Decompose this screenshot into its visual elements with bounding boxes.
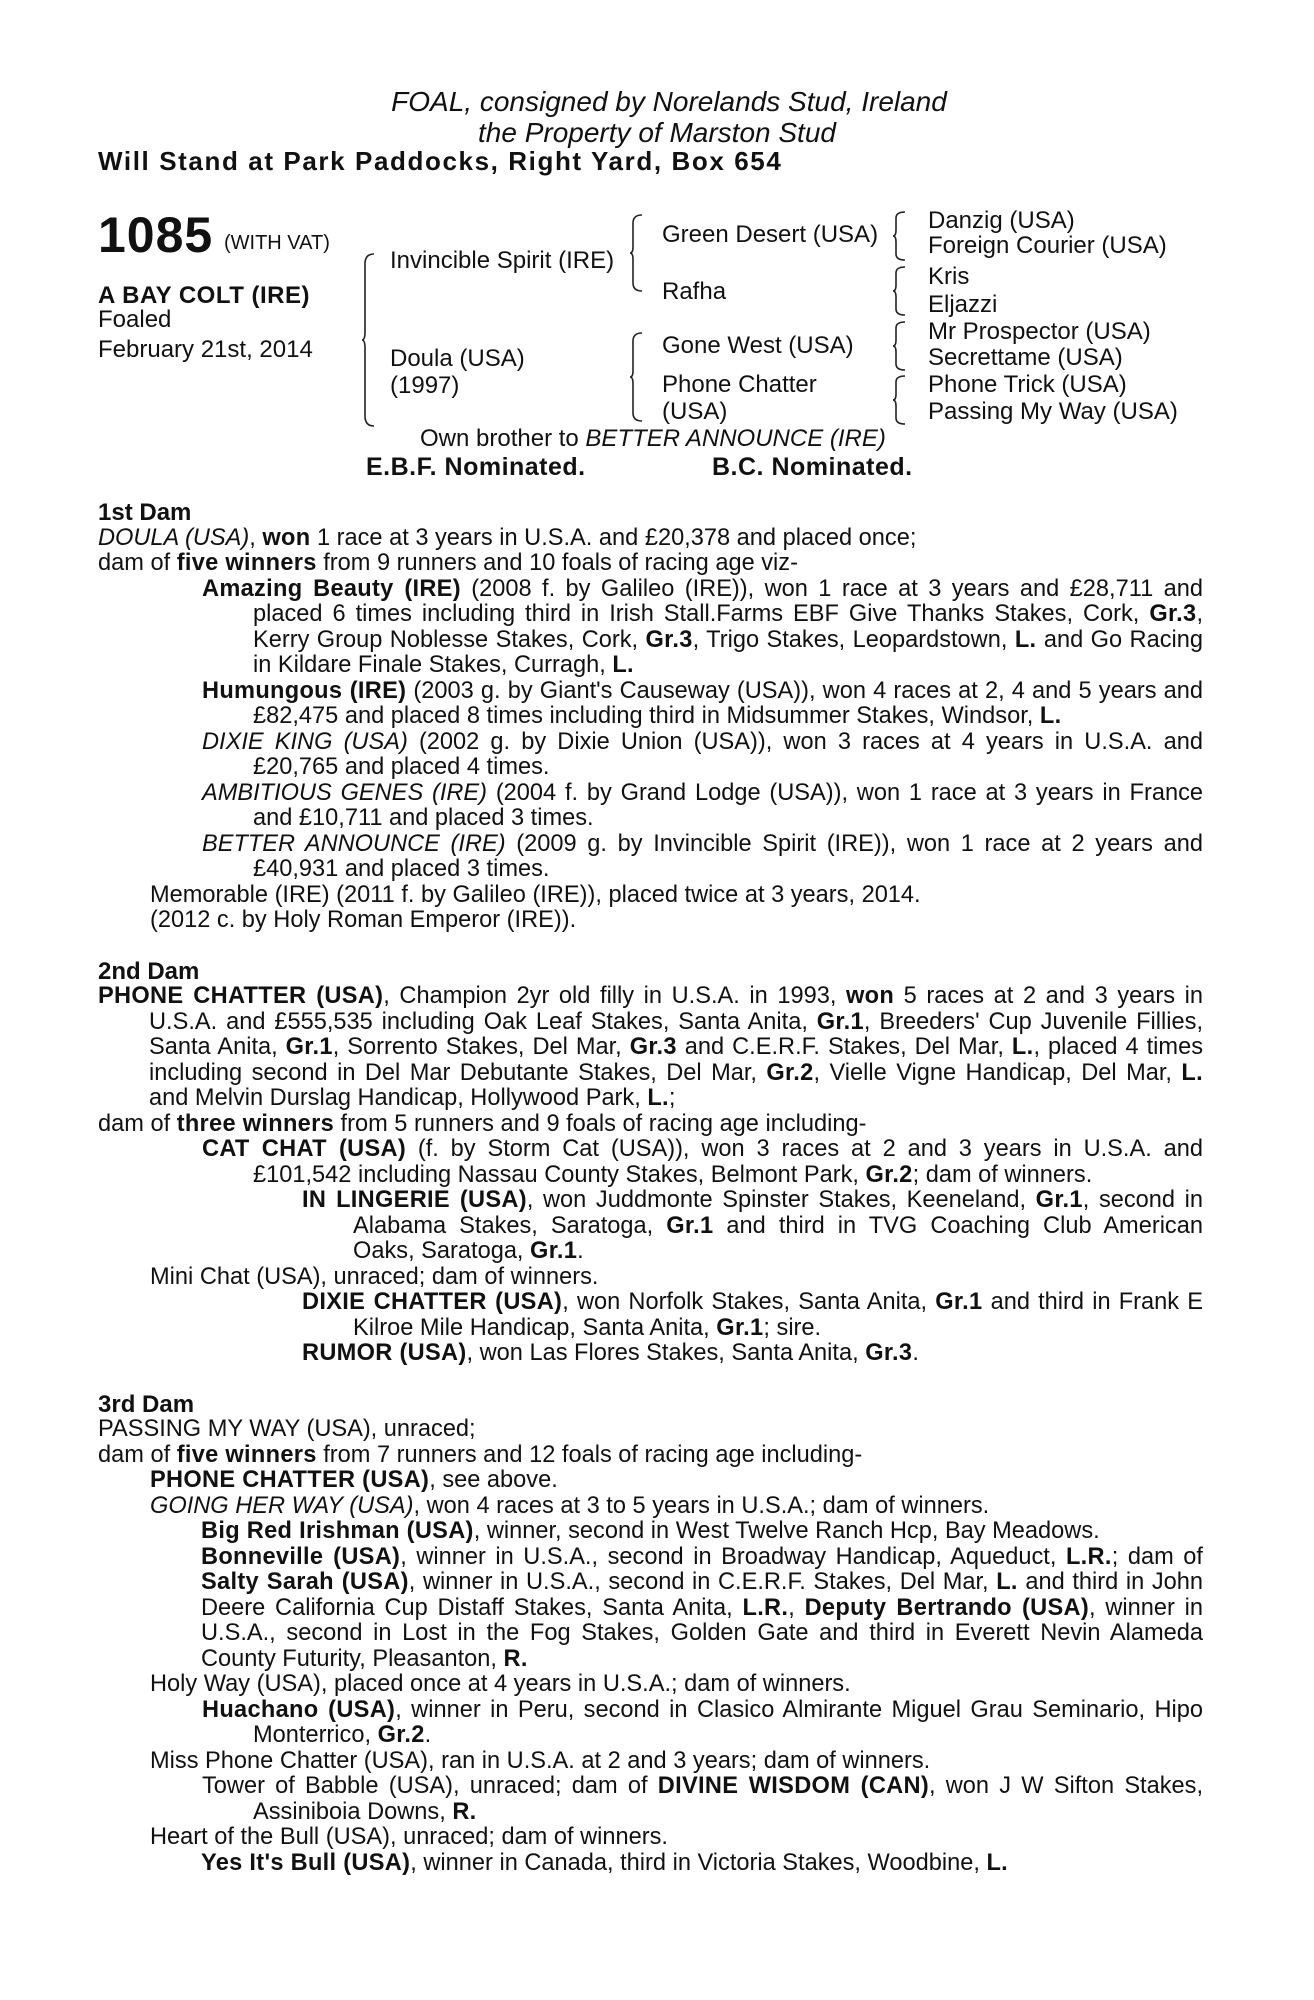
produce-entry: Tower of Babble (USA), unraced; dam of DIVINE WISDOM (CAN), won J W Sifton Stakes, Assiniboia Downs, R. bbox=[202, 1773, 1203, 1825]
pedigree-sd-dam: Eljazzi bbox=[928, 291, 998, 318]
produce-entry: GOING HER WAY (USA), won 4 races at 3 to 5 years in U.S.A.; dam of winners. bbox=[150, 1492, 990, 1519]
produce-entry: Amazing Beauty (IRE) (2008 f. by Galileo (IRE)), won 1 race at 3 years and £28,711 and placed 6 times including third in Irish Stall.Farms EBF Give Thanks Stakes, Cork, Gr.3, Kerry Group Noblesse Stakes, Cork, Gr.3, Trigo Stakes, Leopardstown, L. and Go Racing in Kildare Finale Stakes, Curragh, L. bbox=[202, 575, 1203, 678]
dam-line: PASSING MY WAY (USA), unraced; bbox=[98, 1416, 476, 1442]
third-dam-section bbox=[98, 1392, 1203, 1877]
lot-description: A BAY COLT (IRE) bbox=[98, 282, 311, 309]
produce-entry: Holy Way (USA), placed once at 4 years in U.S.A.; dam of winners. bbox=[150, 1671, 851, 1697]
pedigree-dam-year: (1997) bbox=[390, 372, 460, 399]
produce-entry: BETTER ANNOUNCE (IRE) (2009 g. by Invincible Spirit (IRE)), won 1 race at 2 years and £40,931 and placed 3 times. bbox=[202, 830, 1203, 882]
pedigree-brace-sire bbox=[630, 213, 644, 293]
produce-entry: Huachano (USA), winner in Peru, second in Clasico Almirante Miguel Grau Seminario, Hipo Monterrico, Gr.2. bbox=[202, 1696, 1203, 1748]
pedigree-dd-dam: Passing My Way (USA) bbox=[928, 398, 1178, 425]
pedigree-brace-dam bbox=[630, 331, 644, 423]
first-dam-section bbox=[98, 500, 1203, 934]
foaled-label: Foaled bbox=[98, 306, 172, 333]
pedigree-dam: Doula (USA) bbox=[390, 345, 525, 372]
produce-entry: RUMOR (USA), won Las Flores Stakes, Santa Anita, Gr.3. bbox=[302, 1340, 919, 1366]
pedigree-sire-dam: Rafha bbox=[662, 278, 727, 305]
pedigree-dd-sire: Phone Trick (USA) bbox=[928, 371, 1127, 398]
pedigree-brace-ss bbox=[893, 210, 907, 262]
pedigree-sire-sire: Green Desert (USA) bbox=[662, 221, 879, 248]
lot-number: 1085 bbox=[98, 207, 214, 263]
produce-entry: DIXIE CHATTER (USA), won Norfolk Stakes, Santa Anita, Gr.1 and third in Frank E Kilroe Mile Handicap, Santa Anita, Gr.1; sire. bbox=[302, 1289, 1203, 1341]
section-heading: 2nd Dam bbox=[98, 957, 200, 985]
produce-entry: (2012 c. by Holy Roman Emperor (IRE)). bbox=[150, 907, 577, 933]
property-line: the Property of Marston Stud bbox=[478, 117, 836, 148]
foaled-info bbox=[98, 305, 313, 365]
pedigree-ds-dam: Secrettame (USA) bbox=[928, 344, 1123, 371]
consignor-line: FOAL, consigned by Norelands Stud, Ireland bbox=[391, 86, 947, 117]
pedigree-dam-dam-country: (USA) bbox=[662, 398, 728, 425]
produce-entry: PHONE CHATTER (USA), see above. bbox=[150, 1467, 558, 1493]
second-dam-section bbox=[98, 959, 1203, 1367]
pedigree-brace-main bbox=[362, 252, 376, 428]
pedigree-ss-sire: Danzig (USA) bbox=[928, 207, 1075, 234]
pedigree-brace-sd bbox=[893, 265, 907, 317]
foaled-date: February 21st, 2014 bbox=[98, 336, 313, 363]
bc-nomination: B.C. Nominated. bbox=[712, 453, 913, 481]
vat-note: (WITH VAT) bbox=[224, 232, 330, 254]
pedigree-dam-dam: Phone Chatter bbox=[662, 371, 817, 398]
dam-produce-summary: dam of five winners from 9 runners and 10 foals of racing age viz- bbox=[98, 550, 798, 576]
pedigree-sd-sire: Kris bbox=[928, 263, 970, 290]
own-brother-note: Own brother to BETTER ANNOUNCE (IRE) bbox=[420, 425, 886, 452]
pedigree-ds-sire: Mr Prospector (USA) bbox=[928, 318, 1151, 345]
produce-entry: Humungous (IRE) (2003 g. by Giant's Causeway (USA)), won 4 races at 2, 4 and 5 years and £82,475 and placed 8 times including third in Midsummer Stakes, Windsor, L. bbox=[202, 677, 1203, 729]
dam-line: DOULA (USA), won 1 race at 3 years in U.S.A. and £20,378 and placed once; bbox=[98, 524, 917, 551]
produce-entry: Bonneville (USA), winner in U.S.A., second in Broadway Handicap, Aqueduct, L.R.; dam of Salty Sarah (USA), winner in U.S.A., second in C.E.R.F. Stakes, Del Mar, L. and third in John Deere California Cup Distaff Stakes, Santa Anita, L.R., Deputy Bertrando (USA), winner in U.S.A., second in Lost in the Fog Stakes, Golden Gate and third in Everett Nevin Alameda County Futurity, Pleasanton, R. bbox=[201, 1543, 1203, 1672]
own-brother-name: BETTER ANNOUNCE (IRE) bbox=[585, 425, 886, 452]
produce-entry: Yes It's Bull (USA), winner in Canada, third in Victoria Stakes, Woodbine, L. bbox=[201, 1849, 1009, 1876]
pedigree-brace-dd bbox=[893, 374, 907, 426]
dam-line: PHONE CHATTER (USA), Champion 2yr old filly in U.S.A. in 1993, won 5 races at 2 and 3 years in U.S.A. and £555,535 including Oak Leaf Stakes, Santa Anita, Gr.1, Breeders' Cup Juvenile Fillies, Santa Anita, Gr.1, Sorrento Stakes, Del Mar, Gr.3 and C.E.R.F. Stakes, Del Mar, L., placed 4 times including second in Del Mar Debutante Stakes, Del Mar, Gr.2, Vielle Vigne Handicap, Del Mar, L. and Melvin Durslag Handicap, Hollywood Park, L.; bbox=[98, 983, 1203, 1111]
pedigree-dam-sire: Gone West (USA) bbox=[662, 332, 854, 359]
produce-entry: Big Red Irishman (USA), winner, second in West Twelve Ranch Hcp, Bay Meadows. bbox=[201, 1518, 1100, 1544]
section-heading: 3rd Dam bbox=[98, 1390, 195, 1418]
pedigree-brace-ds bbox=[893, 320, 907, 372]
ebf-nomination: E.B.F. Nominated. bbox=[366, 453, 586, 481]
produce-entry: IN LINGERIE (USA), won Juddmonte Spinster Stakes, Keeneland, Gr.1, second in Alabama Stakes, Saratoga, Gr.1 and third in TVG Coaching Club American Oaks, Saratoga, Gr.1. bbox=[302, 1187, 1203, 1264]
produce-entry: Miss Phone Chatter (USA), ran in U.S.A. at 2 and 3 years; dam of winners. bbox=[150, 1747, 931, 1774]
stand-location: Will Stand at Park Paddocks, Right Yard, Box 654 bbox=[98, 146, 783, 176]
produce-entry: Memorable (IRE) (2011 f. by Galileo (IRE)), placed twice at 3 years, 2014. bbox=[150, 881, 921, 908]
dam-produce-summary: dam of three winners from 5 runners and 9 foals of racing age including- bbox=[98, 1110, 867, 1137]
section-heading: 1st Dam bbox=[98, 499, 192, 526]
produce-entry: DIXIE KING (USA) (2002 g. by Dixie Union (USA)), won 3 races at 4 years in U.S.A. and £20,765 and placed 4 times. bbox=[202, 728, 1203, 780]
produce-entry: AMBITIOUS GENES (IRE) (2004 f. by Grand Lodge (USA)), won 1 race at 3 years in France and £10,711 and placed 3 times. bbox=[202, 779, 1203, 831]
pedigree-ss-dam: Foreign Courier (USA) bbox=[928, 232, 1167, 259]
dam-produce-summary: dam of five winners from 7 runners and 12 foals of racing age including- bbox=[98, 1441, 863, 1468]
produce-entry: Heart of the Bull (USA), unraced; dam of winners. bbox=[150, 1824, 668, 1850]
produce-entry: CAT CHAT (USA) (f. by Storm Cat (USA)), won 3 races at 2 and 3 years in U.S.A. and £101,542 including Nassau County Stakes, Belmont Park, Gr.2; dam of winners. bbox=[202, 1136, 1203, 1188]
pedigree-sire: Invincible Spirit (IRE) bbox=[390, 247, 615, 274]
catalogue-body bbox=[98, 500, 1203, 1901]
produce-entry: Mini Chat (USA), unraced; dam of winners. bbox=[150, 1263, 599, 1290]
